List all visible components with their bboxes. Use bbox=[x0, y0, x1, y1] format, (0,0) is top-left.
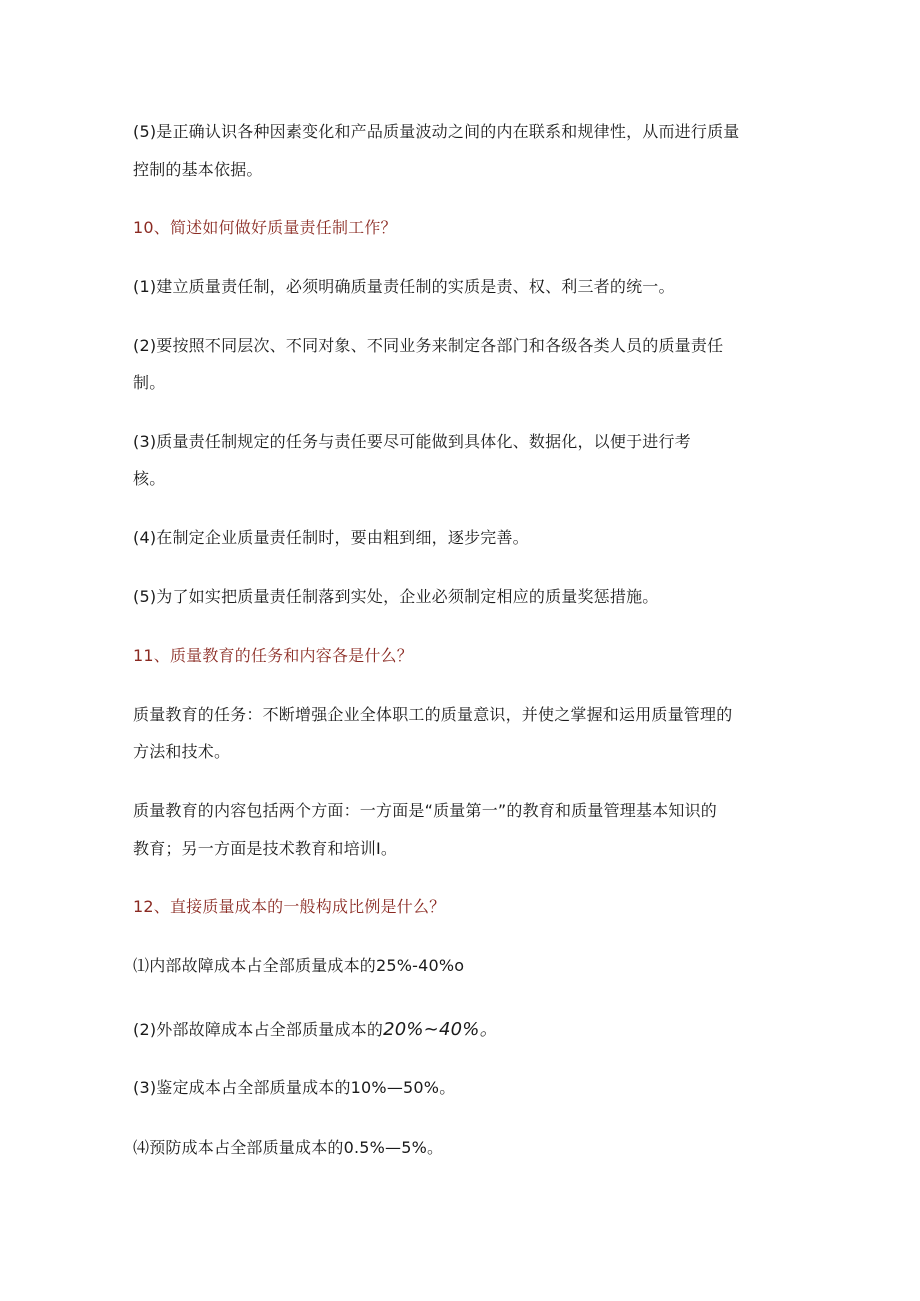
paragraph-line: (5)是正确认识各种因素变化和产品质量波动之间的内在联系和规律性，从而进行质量 bbox=[133, 122, 740, 141]
answer-item: 质量教育的任务：不断增强企业全体职工的质量意识，并使之掌握和运用质量管理的 bbox=[133, 705, 733, 724]
paragraph-line: 控制的基本依据。 bbox=[133, 160, 263, 179]
answer-prefix: (2)外部故障成本占全部质量成本的 bbox=[133, 1020, 384, 1039]
answer-item: (5)为了如实把质量责任制落到实处，企业必须制定相应的质量奖惩措施。 bbox=[133, 587, 659, 606]
answer-item-continuation: 方法和技术。 bbox=[133, 742, 231, 761]
answer-item: (4)在制定企业质量责任制时，要由粗到细，逐步完善。 bbox=[133, 528, 529, 547]
answer-item: (3)质量责任制规定的任务与责任要尽可能做到具体化、数据化，以便于进行考 bbox=[133, 432, 691, 451]
answer-item: (1)建立质量责任制，必须明确质量责任制的实质是责、权、利三者的统一。 bbox=[133, 277, 675, 296]
answer-item-continuation: 教育；另一方面是技术教育和培训I。 bbox=[133, 839, 398, 858]
percentage-range: 20%~40%。 bbox=[383, 1019, 498, 1040]
question-heading-12: 12、直接质量成本的一般构成比例是什么？ bbox=[133, 897, 446, 916]
answer-item: (2)要按照不同层次、不同对象、不同业务来制定各部门和各级各类人员的质量责任 bbox=[133, 336, 724, 355]
answer-item-continuation: 核。 bbox=[133, 469, 166, 488]
answer-item bbox=[133, 1020, 498, 1040]
question-heading-11: 11、质量教育的任务和内容各是什么？ bbox=[133, 646, 413, 665]
answer-item-continuation: 制。 bbox=[133, 373, 166, 392]
question-heading-10: 10、简述如何做好质量责任制工作？ bbox=[133, 218, 397, 237]
answer-item: (3)鉴定成本占全部质量成本的10%—50%。 bbox=[133, 1078, 456, 1097]
answer-item: 质量教育的内容包括两个方面：一方面是“质量第一”的教育和质量管理基本知识的 bbox=[133, 801, 717, 820]
answer-item: ⑴内部故障成本占全部质量成本的25%-40%o bbox=[133, 956, 465, 975]
answer-item: ⑷预防成本占全部质量成本的0.5%—5%。 bbox=[133, 1138, 444, 1157]
